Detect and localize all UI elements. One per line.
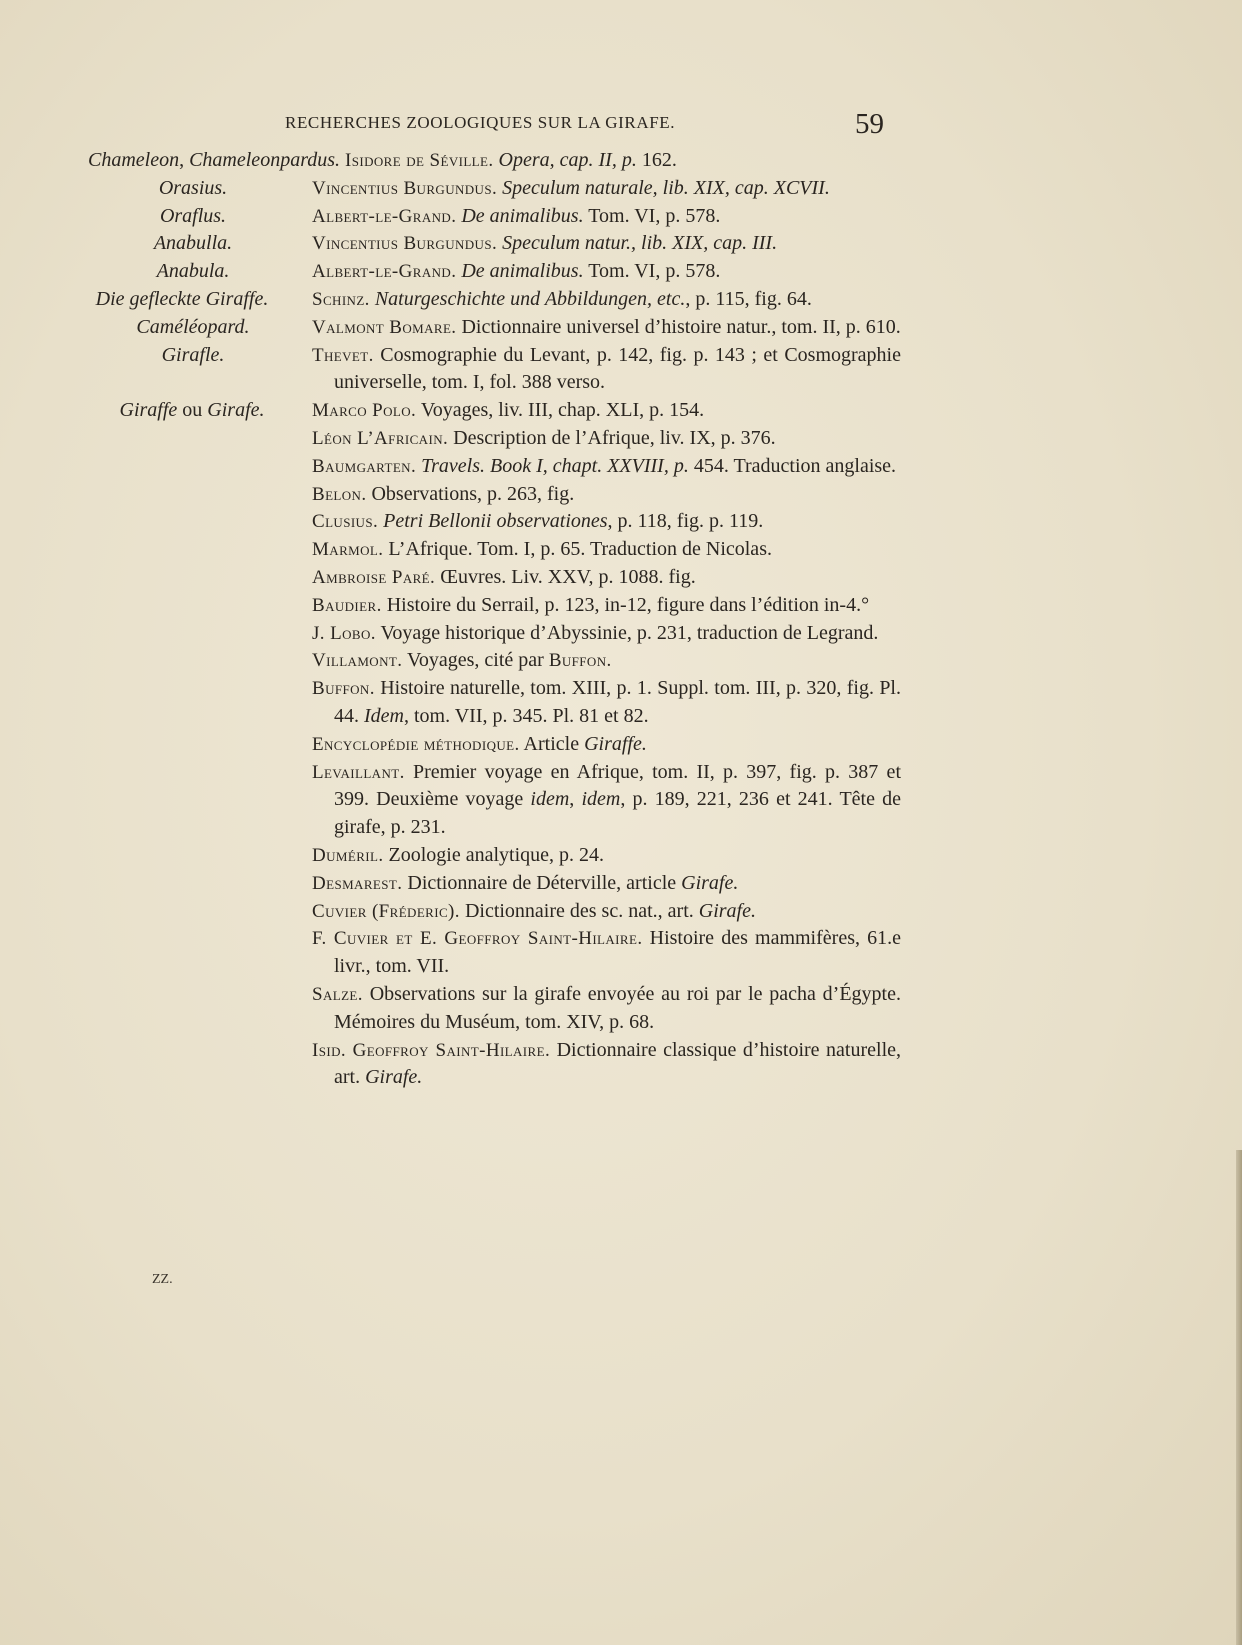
entry-reference: [312, 314, 901, 342]
entry-reference: [312, 453, 901, 481]
entry-reference: [312, 203, 901, 231]
signature-mark: ZZ.: [152, 1272, 173, 1287]
bibliography-entry: [0, 592, 1242, 620]
bibliography-entry: [0, 397, 1242, 425]
bibliography-entry: [0, 759, 1242, 842]
text-run: Ambroise Paré.: [312, 566, 436, 588]
text-run: Idem: [364, 704, 404, 727]
text-run: Description de l’Afrique, liv. IX, p. 376.: [448, 426, 776, 449]
text-run: , tom. VII, p. 345. Pl. 81 et 82.: [403, 704, 649, 727]
entry-reference: [312, 564, 901, 592]
text-run: Œuvres. Liv. XXV, p. 1088. fig.: [435, 565, 696, 588]
entry-reference: [312, 175, 901, 203]
giraffe-name: Caméléopard.: [136, 315, 250, 338]
giraffe-name: Anabulla.: [153, 232, 233, 255]
bibliography-entry: [0, 230, 1242, 258]
text-run: De animalibus.: [461, 260, 584, 283]
bibliography-entry: [0, 536, 1242, 564]
text-run: Dictionnaire classique d’histoire naturelle, art.: [334, 1038, 902, 1089]
bibliography-entry: [0, 925, 1242, 981]
text-run: Albert-le-Grand.: [312, 205, 457, 227]
page-edge: [1236, 1150, 1242, 1645]
text-run: Levaillant.: [312, 761, 405, 783]
text-run: Marco Polo.: [312, 400, 417, 422]
text-run: , p. 118, fig. p. 119.: [607, 510, 764, 533]
text-run: Opera, cap. II, p.: [498, 149, 637, 171]
text-run: Marmol.: [312, 539, 384, 561]
text-run: Albert-le-Grand.: [312, 261, 457, 283]
text-run: Speculum natur., lib. XIX, cap. III.: [502, 232, 778, 255]
text-run: J. Lobo.: [312, 622, 376, 644]
text-run: Histoire du Serrail, p. 123, in-12, figure dans l’édition in-4.°: [381, 593, 870, 616]
giraffe-name: Orasius.: [158, 176, 228, 199]
giraffe-name: Die gefleckte Giraffe.: [95, 287, 269, 310]
entry-reference: [312, 286, 901, 314]
text-run: Petri Bellonii observationes: [383, 510, 608, 533]
text-run: Article: [519, 732, 585, 755]
entry-reference: [312, 258, 901, 286]
text-run: ,: [179, 149, 190, 171]
text-run: Buffon.: [548, 650, 612, 672]
giraffe-name: Oraflus.: [159, 204, 227, 227]
text-run: Travels. Book I, chapt. XXVIII, p.: [421, 454, 689, 477]
entry-reference: [312, 981, 901, 1037]
bibliography-entry: [0, 898, 1242, 926]
text-run: Valmont Bomare.: [312, 316, 457, 338]
first-line: [0, 147, 1242, 175]
bibliography-entry: [0, 425, 1242, 453]
bibliography-entry: [0, 508, 1242, 536]
text-run: L’Afrique. Tom. I, p. 65. Traduction de Nicolas.: [383, 538, 772, 561]
text-run: Buffon.: [312, 678, 375, 700]
giraffe-name: Girafle.: [161, 343, 225, 366]
text-run: Voyages, liv. III, chap. XLI, p. 154.: [416, 399, 705, 422]
text-run: Girafe.: [698, 899, 756, 922]
bibliography-entry: [0, 314, 1242, 342]
text-run: Dictionnaire de Déterville, article: [402, 871, 682, 894]
bibliography-entry: [0, 342, 1242, 398]
entry-reference: [312, 731, 901, 759]
text-run: Histoire naturelle, tom. XIII, p. 1. Suppl. tom. III, p. 320, fig. Pl. 44.: [334, 677, 901, 727]
entry-reference: [312, 759, 901, 842]
text-run: Clusius.: [312, 511, 379, 533]
entry-reference: [312, 925, 901, 981]
text-run: 454. Traduction anglaise.: [688, 454, 897, 477]
text-run: Chameleon: [88, 149, 180, 171]
giraffe-name: Anabula.: [156, 260, 230, 283]
entry-reference: [312, 675, 901, 731]
bibliography-entry: [0, 203, 1242, 231]
text-run: F. Cuvier et E. Geoffroy Saint-Hilaire.: [312, 928, 643, 950]
entry-reference: [312, 397, 901, 425]
running-head: RECHERCHES ZOOLOGIQUES SUR LA GIRAFE.: [285, 113, 676, 132]
text-run: Cuvier (Fréderic).: [312, 900, 460, 922]
text-run: Thevet.: [312, 344, 374, 366]
entry-reference: [312, 536, 901, 564]
text-run: Dictionnaire des sc. nat., art.: [459, 899, 699, 922]
entry-reference: [312, 342, 901, 398]
text-run: Zoologie analytique, p. 24.: [383, 843, 605, 866]
text-run: Observations sur la girafe envoyée au roi par le pacha d’Égypte. Mémoires du Muséum, tom. XIV, p. 68.: [334, 982, 901, 1033]
text-run: Giraffe.: [584, 732, 647, 755]
text-run: Voyage historique d’Abyssinie, p. 231, traduction de Legrand.: [375, 621, 879, 644]
text-run: Girafe.: [207, 399, 265, 422]
text-run: Isidore de Séville.: [345, 150, 494, 171]
text-run: Baudier.: [312, 594, 382, 616]
text-run: Salze.: [312, 983, 363, 1005]
page-number: 59: [855, 108, 884, 140]
bibliography-entry: [0, 286, 1242, 314]
bibliography-entry: [0, 731, 1242, 759]
bibliography-entry: [0, 620, 1242, 648]
text-run: Duméril.: [312, 844, 384, 866]
text-run: Girafe.: [681, 871, 739, 894]
entry-reference: [312, 508, 901, 536]
text-run: Giraffe: [119, 399, 178, 422]
text-run: ,: [569, 788, 582, 811]
bibliography-entry: [0, 981, 1242, 1037]
bibliography-entry: [0, 175, 1242, 203]
text-run: Premier voyage en Afrique, tom. II, p. 397, fig. p. 387 et 399. Deuxième voyage: [334, 760, 901, 811]
entry-reference: [312, 425, 901, 453]
entry-reference: [88, 147, 878, 175]
bibliography-entry: [0, 564, 1242, 592]
bibliography-entry: [0, 870, 1242, 898]
text-run: Vincentius Burgundus.: [312, 233, 498, 255]
text-run: idem: [581, 788, 621, 811]
text-run: Cosmographie du Levant, p. 142, fig. p. 143 ; et Cosmographie universelle, tom. I, fol. 388 verso.: [334, 343, 901, 394]
text-run: Girafe.: [365, 1066, 423, 1089]
text-run: idem: [530, 788, 570, 811]
giraffe-name: [72, 397, 312, 425]
text-run: Vincentius Burgundus.: [312, 177, 498, 199]
bibliography-entry: [0, 453, 1242, 481]
text-run: , p. 189, 221, 236 et 241. Tête de girafe, p. 231.: [334, 788, 901, 839]
text-run: Dictionnaire universel d’histoire natur., tom. II, p. 610.: [456, 315, 901, 338]
bibliography-entry: [0, 842, 1242, 870]
bibliography-entry: [0, 675, 1242, 731]
entry-reference: [312, 230, 901, 258]
text-run: Encyclopédie méthodique.: [312, 733, 520, 755]
text-run: Tom. VI, p. 578.: [583, 260, 721, 283]
text-run: Observations, p. 263, fig.: [366, 482, 575, 505]
text-run: Tom. VI, p. 578.: [583, 204, 721, 227]
entry-reference: [312, 898, 901, 926]
text-run: Desmarest.: [312, 872, 403, 894]
bibliography-entry: [0, 1037, 1242, 1093]
entry-reference: [312, 620, 901, 648]
text-run: 162.: [636, 149, 677, 171]
entry-reference: [312, 870, 901, 898]
text-run: ou: [177, 399, 208, 422]
text-run: Belon.: [312, 483, 367, 505]
text-run: De animalibus.: [461, 204, 584, 227]
text-run: Voyages, cité par: [402, 649, 549, 672]
entry-reference: [312, 481, 901, 509]
text-run: Histoire des mammifères, 61.e livr., tom. VII.: [334, 927, 901, 978]
bibliography-list: [0, 147, 1242, 1092]
text-run: Villamont.: [312, 650, 403, 672]
text-run: , p. 115, fig. 64.: [685, 287, 812, 310]
bibliography-entry: [0, 647, 1242, 675]
entry-reference: [312, 1037, 901, 1093]
text-run: Speculum naturale, lib. XIX, cap. XCVII.: [502, 176, 830, 199]
text-run: Naturgeschichte und Abbildungen, etc.: [374, 287, 686, 310]
text-run: Baumgarten.: [312, 455, 417, 477]
text-run: Schinz.: [312, 288, 370, 310]
entry-reference: [312, 592, 901, 620]
text-run: Léon L’Africain.: [312, 427, 449, 449]
text-run: Chameleonpardus.: [189, 149, 341, 171]
entry-reference: [312, 647, 901, 675]
bibliography-entry: [0, 481, 1242, 509]
entry-reference: [312, 842, 901, 870]
text-run: Isid. Geoffroy Saint-Hilaire.: [312, 1039, 551, 1061]
bibliography-entry: [0, 258, 1242, 286]
